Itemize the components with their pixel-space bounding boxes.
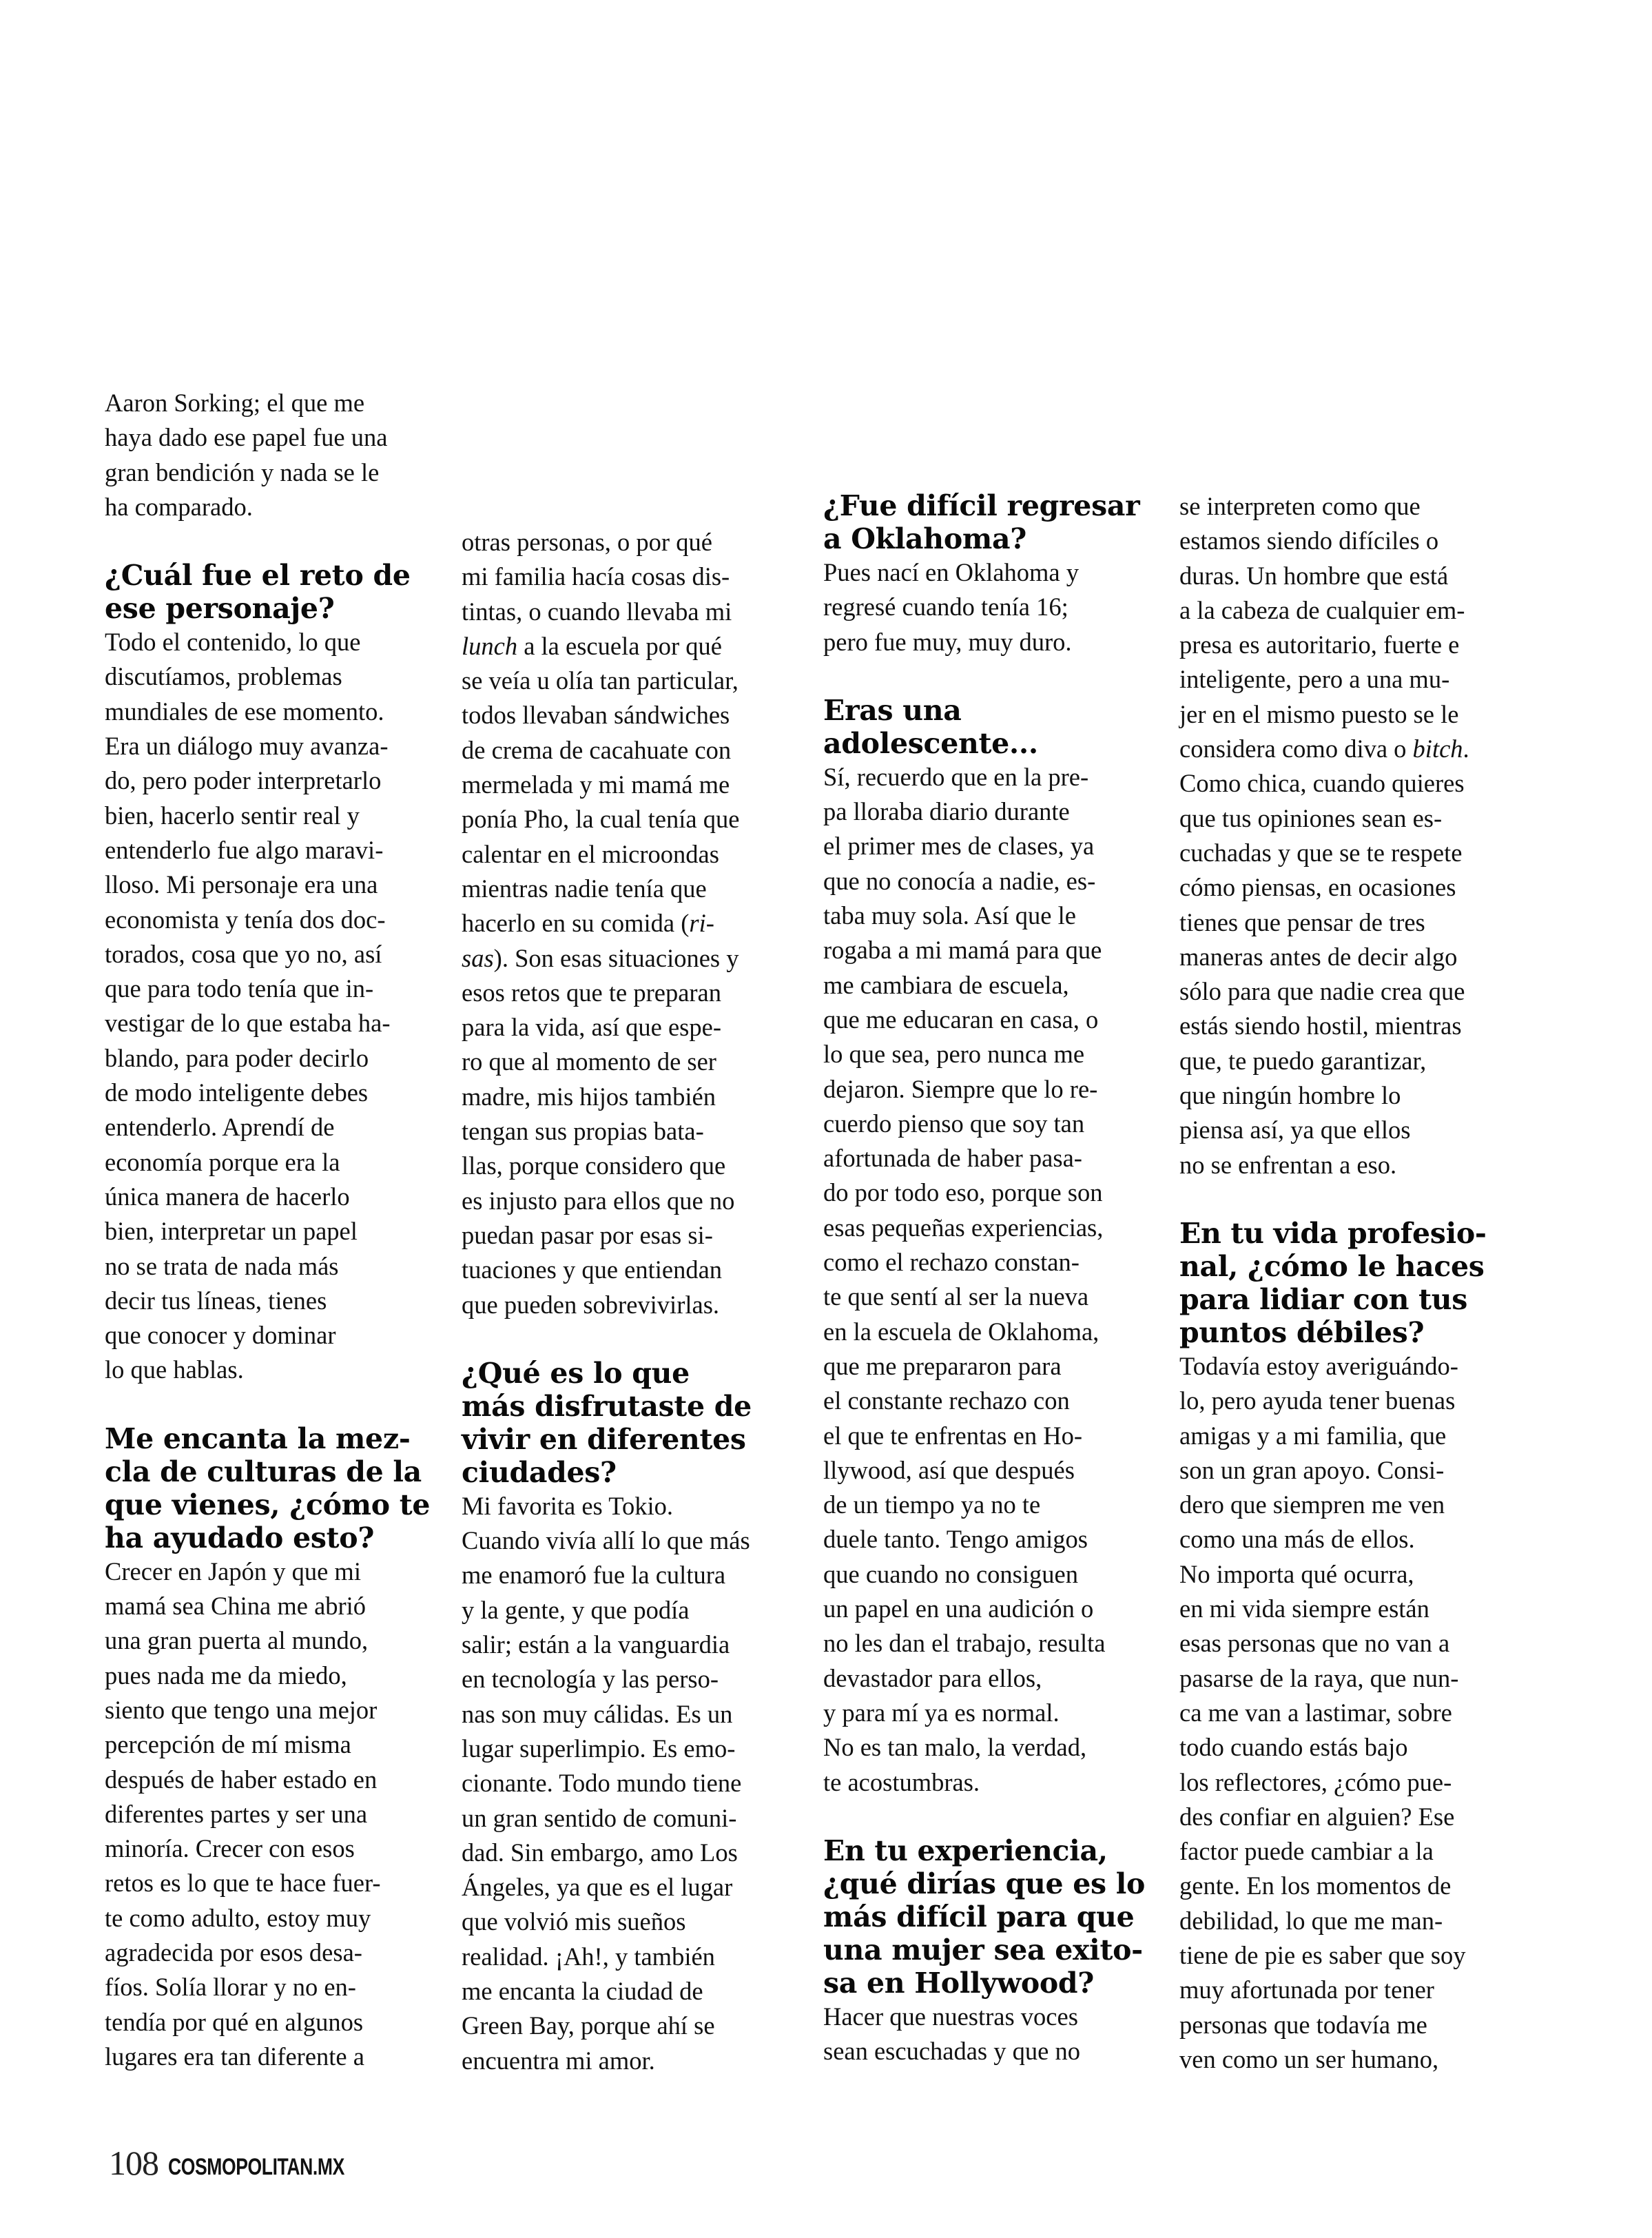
text-line: se interpreten como que	[1179, 492, 1421, 520]
text-line: sas). Son esas situaciones y	[462, 943, 739, 972]
text-line: gran bendición y nada se le	[105, 458, 380, 486]
text-line: los reflectores, ¿cómo pue-	[1179, 1767, 1452, 1796]
text-line: percepción de mí misma	[105, 1730, 351, 1759]
text-line: una mujer sea exito-	[823, 1933, 1143, 1967]
text-line: llas, porque considero que	[462, 1151, 726, 1180]
article-column-1	[105, 386, 429, 2074]
text-line: en mi vida siempre están	[1179, 1594, 1429, 1623]
text-line: entenderlo. Aprendí de	[105, 1113, 335, 1142]
text-line: devastador para ellos,	[823, 1663, 1042, 1692]
text-line: maneras antes de decir algo	[1179, 942, 1458, 971]
text-line: presa es autoritario, fuerte e	[1179, 630, 1460, 659]
text-line: muy afortunada por tener	[1179, 1975, 1434, 2004]
text-line: nal, ¿cómo le haces	[1179, 1249, 1485, 1283]
interview-answer	[105, 386, 429, 524]
text-line: mermelada y mi mamá me	[462, 770, 730, 799]
text-line: dero que siempren me ven	[1179, 1490, 1445, 1519]
text-line: me cambiara de escuela,	[823, 970, 1069, 999]
text-line: el constante rechazo con	[823, 1386, 1070, 1415]
text-line: piensa así, ya que ellos	[1179, 1116, 1411, 1144]
text-line: que vienes, ¿cómo te	[105, 1488, 431, 1521]
text-line: debilidad, lo que me man-	[1179, 1906, 1443, 1935]
text-line: a la cabeza de cualquier em-	[1179, 595, 1465, 624]
text-line: no se enfrentan a eso.	[1179, 1150, 1397, 1179]
text-line: no se trata de nada más	[105, 1251, 339, 1280]
text-line: esas personas que no van a	[1179, 1629, 1450, 1658]
text-line: No es tan malo, la verdad,	[823, 1733, 1087, 1762]
text-line: todo cuando estás bajo	[1179, 1733, 1408, 1762]
text-line: dejaron. Siempre que lo re-	[823, 1074, 1098, 1103]
text-line: Aaron Sorking; el que me	[105, 389, 365, 417]
text-line: entenderlo fue algo maravi-	[105, 835, 384, 864]
text-line: estás siendo hostil, mientras	[1179, 1012, 1462, 1040]
text-line: Hacer que nuestras voces	[823, 2002, 1078, 2031]
text-line: de modo inteligente debes	[105, 1078, 369, 1107]
text-line: como una más de ellos.	[1179, 1525, 1415, 1554]
text-line: tuaciones y que entiendan	[462, 1255, 723, 1284]
text-line: para la vida, así que espe-	[462, 1013, 721, 1042]
text-line: lugar superlimpio. Es emo-	[462, 1734, 736, 1763]
text-line: En tu experiencia,	[823, 1834, 1108, 1867]
text-line: tendía por qué en algunos	[105, 2007, 364, 2036]
text-line: cuchadas y que se te respete	[1179, 838, 1463, 867]
text-line: Crecer en Japón y que mi	[105, 1557, 361, 1585]
text-line: do por todo eso, porque son	[823, 1178, 1103, 1207]
interview-question	[105, 559, 429, 625]
text-line: te que sentí al ser la nueva	[823, 1282, 1089, 1311]
text-line: cionante. Todo mundo tiene	[462, 1769, 742, 1798]
interview-answer	[105, 1554, 429, 2074]
article-column-3	[823, 489, 1147, 2068]
interview-answer	[105, 625, 429, 1388]
interview-question	[823, 694, 1147, 760]
text-line: encuentra mi amor.	[462, 2046, 655, 2075]
text-line: que pueden sobrevivirlas.	[462, 1290, 720, 1319]
text-line: siento que tengo una mejor	[105, 1695, 378, 1724]
text-line: me encanta la ciudad de	[462, 1976, 703, 2005]
text-line: blando, para poder decirlo	[105, 1043, 369, 1072]
text-line: el primer mes de clases, ya	[823, 832, 1095, 861]
text-line: para lidiar con tus	[1179, 1282, 1468, 1316]
text-line: nas son muy cálidas. Es un	[462, 1699, 733, 1728]
section-spacer	[105, 1388, 429, 1422]
text-line: que, te puedo garantizar,	[1179, 1046, 1427, 1075]
text-line: ¿Qué es lo que	[462, 1356, 690, 1390]
text-line: un gran sentido de comuni-	[462, 1803, 737, 1832]
text-line: pasarse de la raya, que nun-	[1179, 1663, 1459, 1692]
text-line: son un gran apoyo. Consi-	[1179, 1455, 1445, 1484]
text-line: Sí, recuerdo que en la pre-	[823, 762, 1089, 791]
page-number: 108	[109, 2144, 158, 2182]
text-line: Pues nací en Oklahoma y	[823, 558, 1079, 586]
text-line: economía porque era la	[105, 1147, 340, 1176]
section-spacer	[462, 1322, 785, 1357]
text-line: adolescente...	[823, 726, 1038, 760]
text-line: vivir en diferentes	[462, 1422, 746, 1456]
text-line: ese personaje?	[105, 592, 335, 626]
text-line: rogaba a mi mamá para que	[823, 936, 1102, 965]
text-line: ven como un ser humano,	[1179, 2044, 1439, 2073]
text-line: Como chica, cuando quieres	[1179, 769, 1465, 798]
text-line: que tus opiniones sean es-	[1179, 803, 1443, 832]
text-line: que me educaran en casa, o	[823, 1005, 1099, 1034]
text-line: Cuando vivía allí lo que más	[462, 1526, 750, 1555]
text-line: de un tiempo ya no te	[823, 1490, 1041, 1519]
text-line: retos es lo que te hace fuer-	[105, 1869, 381, 1898]
magazine-url: COSMOPOLITAN.MX	[168, 2154, 344, 2180]
text-line: jer en el mismo puesto se le	[1179, 699, 1459, 728]
interview-question	[105, 1422, 429, 1554]
text-line: En tu vida profesio-	[1179, 1216, 1487, 1250]
text-line: do, pero poder interpretarlo	[105, 766, 382, 795]
interview-answer	[823, 555, 1147, 659]
text-line: vestigar de lo que estaba ha-	[105, 1009, 391, 1038]
text-line: ¿Cuál fue el reto de	[105, 559, 411, 593]
interview-answer	[462, 525, 785, 1322]
text-line: Todo el contenido, lo que	[105, 628, 361, 657]
text-line: agradecida por esos desa-	[105, 1938, 362, 1967]
text-line: Me encanta la mez-	[105, 1421, 411, 1455]
text-line: te como adulto, estoy muy	[105, 1903, 371, 1932]
text-line: Ángeles, ya que es el lugar	[462, 1873, 733, 1902]
text-line: después de haber estado en	[105, 1765, 378, 1794]
text-line: que cuando no consiguen	[823, 1559, 1078, 1588]
text-line: duele tanto. Tengo amigos	[823, 1525, 1088, 1554]
text-line: que ningún hombre lo	[1179, 1081, 1401, 1110]
text-line: ha ayudado esto?	[105, 1521, 375, 1554]
text-line: lloso. Mi personaje era una	[105, 870, 378, 899]
text-line: bien, interpretar un papel	[105, 1217, 358, 1246]
text-line: que me prepararon para	[823, 1351, 1062, 1380]
text-line: minoría. Crecer con esos	[105, 1834, 355, 1863]
text-line: ca me van a lastimar, sobre	[1179, 1698, 1452, 1727]
text-line: más disfrutaste de	[462, 1389, 752, 1423]
text-line: de crema de cacahuate con	[462, 735, 732, 764]
interview-answer	[462, 1489, 785, 2078]
text-line: gente. En los momentos de	[1179, 1871, 1452, 1900]
text-line: ro que al momento de ser	[462, 1047, 716, 1076]
text-line: ¿qué dirías que es lo	[823, 1867, 1146, 1900]
text-line: te acostumbras.	[823, 1767, 980, 1796]
interview-answer	[1179, 489, 1503, 1182]
text-line: que volvió mis sueños	[462, 1907, 686, 1936]
section-spacer	[1179, 1182, 1503, 1217]
text-line: en tecnología y las perso-	[462, 1665, 719, 1694]
text-line: decir tus líneas, tienes	[105, 1286, 327, 1315]
text-line: diferentes partes y ser una	[105, 1799, 368, 1828]
interview-question	[823, 489, 1147, 555]
text-line: considera como diva o bitch.	[1179, 735, 1469, 763]
text-line: lo que sea, pero nunca me	[823, 1040, 1085, 1069]
section-spacer	[823, 659, 1147, 694]
text-line: afortunada de haber pasa-	[823, 1144, 1082, 1173]
text-line: pero fue muy, muy duro.	[823, 627, 1072, 656]
text-line: Mi favorita es Tokio.	[462, 1491, 673, 1520]
text-line: cuerdo pienso que soy tan	[823, 1109, 1085, 1138]
text-line: lo que hablas.	[105, 1355, 244, 1384]
text-line: un papel en una audición o	[823, 1594, 1094, 1623]
text-line: Eras una	[823, 693, 962, 727]
text-line: mi familia hacía cosas dis-	[462, 562, 730, 591]
text-line: realidad. ¡Ah!, y también	[462, 1942, 715, 1971]
interview-question	[462, 1357, 785, 1489]
interview-question	[1179, 1217, 1503, 1349]
text-line: discutíamos, problemas	[105, 662, 342, 691]
text-line: haya dado ese papel fue una	[105, 423, 388, 452]
text-line: tienes que pensar de tres	[1179, 907, 1425, 936]
text-line: una gran puerta al mundo,	[105, 1626, 369, 1655]
text-line: lo, pero ayuda tener buenas	[1179, 1386, 1456, 1415]
text-line: a Oklahoma?	[823, 522, 1026, 555]
text-line: salir; están a la vanguardia	[462, 1630, 730, 1659]
text-line: taba muy sola. Así que le	[823, 901, 1076, 930]
text-line: Era un diálogo muy avanza-	[105, 732, 389, 761]
text-line: des confiar en alguien? Ese	[1179, 1802, 1455, 1831]
article-column-2	[462, 525, 785, 2078]
section-spacer	[105, 524, 429, 559]
text-line: personas que todavía me	[1179, 2010, 1427, 2039]
text-line: regresé cuando tenía 16;	[823, 593, 1068, 622]
text-line: inteligente, pero a una mu-	[1179, 665, 1450, 694]
text-line: mamá sea China me abrió	[105, 1592, 366, 1621]
text-line: pues nada me da miedo,	[105, 1661, 347, 1690]
text-line: y para mí ya es normal.	[823, 1698, 1060, 1727]
text-line: tintas, o cuando llevaba mi	[462, 597, 732, 626]
text-line: cla de culturas de la	[105, 1455, 422, 1488]
interview-question	[823, 1834, 1147, 2000]
text-line: esos retos que te preparan	[462, 978, 722, 1007]
text-line: ha comparado.	[105, 492, 253, 521]
text-line: duras. Un hombre que está	[1179, 561, 1449, 590]
text-line: sean escuchadas y que no	[823, 2037, 1080, 2066]
text-line: ponía Pho, la cual tenía que	[462, 805, 740, 834]
text-line: es injusto para ellos que no	[462, 1186, 735, 1215]
text-line: madre, mis hijos también	[462, 1082, 716, 1111]
text-line: y la gente, y que podía	[462, 1595, 690, 1624]
text-line: tengan sus propias bata-	[462, 1117, 704, 1146]
text-line: ¿Fue difícil regresar	[823, 489, 1140, 522]
text-line: que conocer y dominar	[105, 1321, 336, 1350]
text-line: estamos siendo difíciles o	[1179, 526, 1439, 555]
text-line: lunch a la escuela por qué	[462, 631, 723, 660]
text-line: que no conocía a nadie, es-	[823, 866, 1096, 895]
text-line: puedan pasar por esas si-	[462, 1220, 713, 1249]
text-line: otras personas, o por qué	[462, 528, 712, 556]
text-line: esas pequeñas experiencias,	[823, 1213, 1104, 1242]
text-line: me enamoró fue la cultura	[462, 1561, 726, 1590]
text-line: cómo piensas, en ocasiones	[1179, 873, 1456, 902]
text-line: mundiales de ese momento.	[105, 697, 384, 726]
text-line: amigas y a mi familia, que	[1179, 1421, 1447, 1450]
interview-answer	[1179, 1349, 1503, 2077]
text-line: todos llevaban sándwiches	[462, 701, 730, 730]
text-line: economista y tenía dos doc-	[105, 905, 386, 934]
text-line: fíos. Solía llorar y no en-	[105, 1973, 356, 2002]
text-line: dad. Sin embargo, amo Los	[462, 1838, 738, 1867]
text-line: torados, cosa que yo no, así	[105, 939, 382, 968]
text-line: hacerlo en su comida (ri-	[462, 909, 714, 938]
text-line: en la escuela de Oklahoma,	[823, 1317, 1099, 1346]
article-column-4	[1179, 489, 1503, 2077]
text-line: se veía u olía tan particular,	[462, 666, 739, 695]
text-line: bien, hacerlo sentir real y	[105, 801, 360, 830]
text-line: No importa qué ocurra,	[1179, 1559, 1414, 1588]
interview-answer	[823, 760, 1147, 1800]
text-line: el que te enfrentas en Ho-	[823, 1421, 1082, 1450]
text-line: mientras nadie tenía que	[462, 874, 707, 903]
page-footer	[109, 2143, 394, 2183]
text-line: ciudades?	[462, 1455, 617, 1489]
text-line: calentar en el microondas	[462, 839, 719, 868]
text-line: factor puede cambiar a la	[1179, 1837, 1434, 1866]
text-line: Todavía estoy averiguándo-	[1179, 1351, 1458, 1380]
text-line: como el rechazo constan-	[823, 1248, 1080, 1277]
text-line: más difícil para que	[823, 1900, 1135, 1933]
text-line: tiene de pie es saber que soy	[1179, 1940, 1466, 1969]
text-line: puntos débiles?	[1179, 1315, 1425, 1349]
interview-answer	[823, 2000, 1147, 2069]
text-line: lugares era tan diferente a	[105, 2042, 364, 2071]
text-line: pa lloraba diario durante	[823, 797, 1070, 826]
section-spacer	[823, 1800, 1147, 1834]
text-line: sa en Hollywood?	[823, 1966, 1095, 2000]
text-line: sólo para que nadie crea que	[1179, 977, 1465, 1006]
text-line: llywood, así que después	[823, 1455, 1075, 1484]
text-line: Green Bay, porque ahí se	[462, 2011, 715, 2040]
text-line: que para todo tenía que in-	[105, 974, 374, 1003]
text-line: única manera de hacerlo	[105, 1182, 350, 1211]
text-line: no les dan el trabajo, resulta	[823, 1629, 1106, 1658]
